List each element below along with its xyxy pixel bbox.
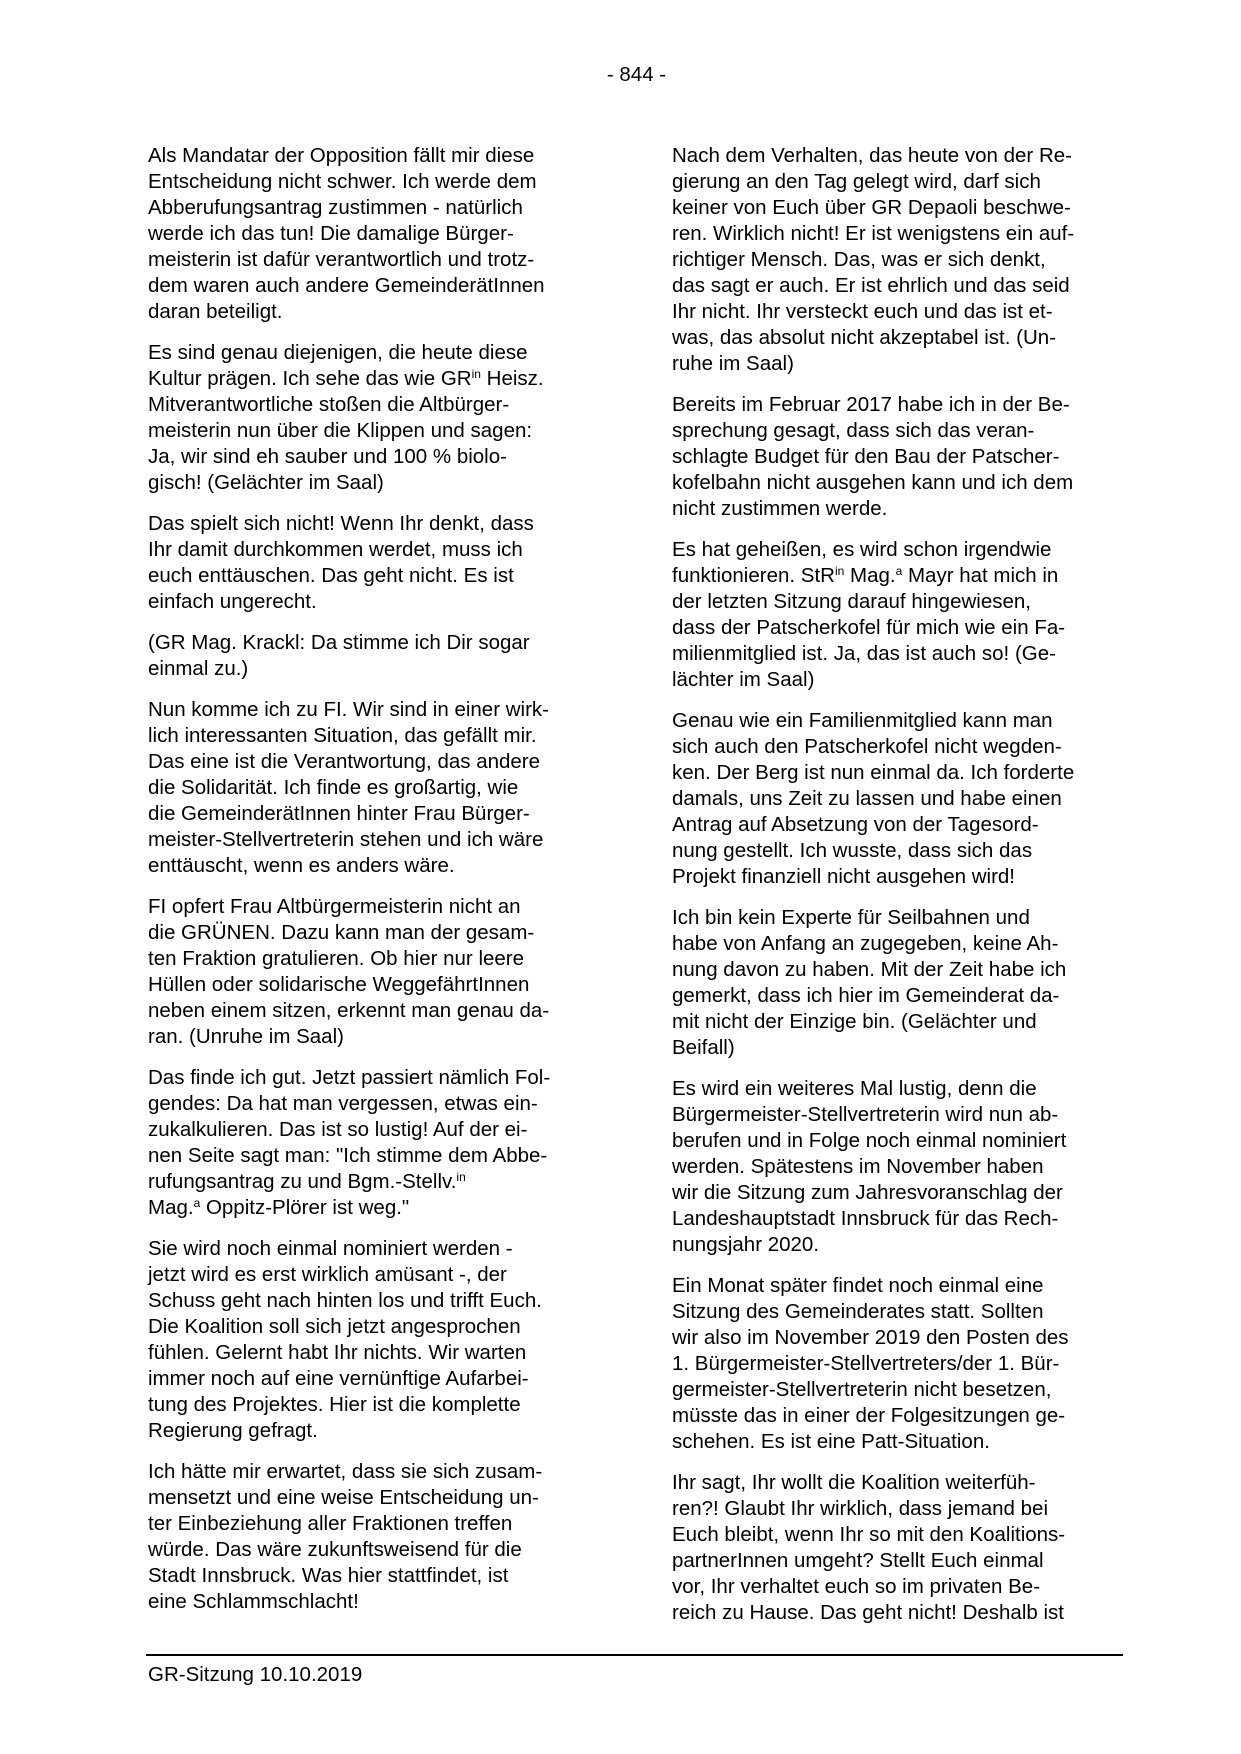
text-line: nungsjahr 2020.	[672, 1233, 820, 1256]
right-column	[672, 143, 1134, 1626]
text-line: zukalkulieren. Das ist so lustig! Auf der ei-	[148, 1118, 528, 1141]
text-line: einfach ungerecht.	[148, 590, 317, 613]
paragraph	[148, 143, 588, 325]
paragraph	[148, 511, 588, 615]
paragraph	[672, 392, 1134, 522]
text-line: kofelbahn nicht ausgehen kann und ich dem	[672, 471, 1074, 494]
text-line: ter Einbeziehung aller Fraktionen treffen	[148, 1512, 513, 1535]
text-line: meister-Stellvertreterin stehen und ich wäre	[148, 828, 544, 851]
text-line: einmal zu.)	[148, 657, 249, 680]
text-line: jetzt wird es erst wirklich amüsant -, der	[148, 1263, 507, 1286]
superscript: a	[895, 564, 903, 578]
paragraph	[672, 1470, 1134, 1626]
text-line: Nun komme ich zu FI. Wir sind in einer wirk-	[148, 698, 549, 721]
text-line: reich zu Hause. Das geht nicht! Deshalb ist	[672, 1601, 1064, 1624]
text-line: nung davon zu haben. Mit der Zeit habe ich	[672, 958, 1067, 981]
text-line: habe von Anfang an zugegeben, keine Ah-	[672, 932, 1059, 955]
text-line: schlagte Budget für den Bau der Patscher-	[672, 445, 1060, 468]
text-line: würde. Das wäre zukunftsweisend für die	[148, 1538, 522, 1561]
text-line: tung des Projektes. Hier ist die komplette	[148, 1393, 521, 1416]
text-line: der letzten Sitzung darauf hingewiesen,	[672, 590, 1031, 613]
paragraph	[148, 1459, 588, 1615]
paragraph	[148, 340, 588, 496]
text-line: lich interessanten Situation, das gefällt mir.	[148, 724, 537, 747]
paragraph	[148, 1065, 588, 1221]
paragraph	[672, 1076, 1134, 1258]
footer-rule	[146, 1654, 1123, 1656]
text-line: meisterin nun über die Klippen und sagen:	[148, 419, 533, 442]
text-line: Nach dem Verhalten, das heute von der Re-	[672, 144, 1072, 167]
text-line: Stadt Innsbruck. Was hier stattfindet, ist	[148, 1564, 509, 1587]
text-line: müsste das in einer der Folgesitzungen ge-	[672, 1404, 1066, 1427]
text-line: gemerkt, dass ich hier im Gemeinderat da-	[672, 984, 1060, 1007]
page-number: - 844 -	[606, 63, 667, 86]
text-line: die GRÜNEN. Dazu kann man der gesam-	[148, 921, 535, 944]
text-line: mensetzt und eine weise Entscheidung un-	[148, 1486, 539, 1509]
text-line: (GR Mag. Krackl: Da stimme ich Dir sogar	[148, 631, 530, 654]
text-line: lächter im Saal)	[672, 668, 815, 691]
text-line: ruhe im Saal)	[672, 352, 794, 375]
text-line: gendes: Da hat man vergessen, etwas ein-	[148, 1092, 538, 1115]
text-line: 1. Bürgermeister-Stellvertreters/der 1. Bür-	[672, 1352, 1060, 1375]
paragraph	[672, 708, 1134, 890]
text-line: Ich bin kein Experte für Seilbahnen und	[672, 906, 1030, 929]
text-line: wir also im November 2019 den Posten des	[672, 1326, 1069, 1349]
text-line: Das spielt sich nicht! Wenn Ihr denkt, dass	[148, 512, 534, 535]
text-line: sich auch den Patscherkofel nicht wegden-	[672, 735, 1062, 758]
text-line: Es sind genau diejenigen, die heute diese	[148, 341, 528, 364]
text-line: ren. Wirklich nicht! Er ist wenigstens ein auf-	[672, 222, 1075, 245]
text-line: ten Fraktion gratulieren. Ob hier nur leere	[148, 947, 525, 970]
text-line: damals, uns Zeit zu lassen und habe einen	[672, 787, 1062, 810]
text-line: wir die Sitzung zum Jahresvoranschlag der	[672, 1181, 1063, 1204]
text-line: richtiger Mensch. Das, was er sich denkt,	[672, 248, 1046, 271]
left-column	[148, 143, 588, 1626]
text-line: mit nicht der Einzige bin. (Gelächter und	[672, 1010, 1037, 1033]
superscript: in	[471, 367, 481, 381]
text-line: germeister-Stellvertreterin nicht besetzen,	[672, 1378, 1052, 1401]
text-line: Mitverantwortliche stoßen die Altbürger-	[148, 393, 510, 416]
text-line: werde ich das tun! Die damalige Bürger-	[148, 222, 514, 245]
text-line: funktionieren. StR$^{in}$ Mag.$^a$ Mayr hat mich in	[672, 564, 1059, 587]
paragraph	[672, 537, 1134, 693]
text-line: Antrag auf Absetzung von der Tagesord-	[672, 813, 1039, 836]
text-line: Abberufungsantrag zustimmen - natürlich	[148, 196, 523, 219]
text-line: eine Schlammschlacht!	[148, 1590, 359, 1613]
text-line: Regierung gefragt.	[148, 1419, 318, 1442]
text-line: Sitzung des Gemeinderates statt. Sollten	[672, 1300, 1044, 1323]
text-line: werden. Spätestens im November haben	[672, 1155, 1044, 1178]
text-line: ren?! Glaubt Ihr wirklich, dass jemand bei	[672, 1497, 1049, 1520]
text-line: sprechung gesagt, dass sich das veran-	[672, 419, 1035, 442]
text-line: Ihr damit durchkommen werdet, muss ich	[148, 538, 523, 561]
text-line: meisterin ist dafür verantwortlich und trotz-	[148, 248, 535, 271]
paragraph	[148, 697, 588, 879]
text-line: rufungsantrag zu und Bgm.-Stellv.$^{in}$	[148, 1170, 466, 1193]
text-columns	[148, 143, 1134, 1626]
text-line: Mag.$^a$ Oppitz-Plörer ist weg."	[148, 1196, 410, 1219]
text-line: partnerInnen umgeht? Stellt Euch einmal	[672, 1549, 1044, 1572]
text-line: fühlen. Gelernt habt Ihr nichts. Wir warten	[148, 1341, 527, 1364]
superscript: in	[834, 564, 845, 578]
text-line: nung gestellt. Ich wusste, dass sich das	[672, 839, 1033, 862]
text-line: gisch! (Gelächter im Saal)	[148, 471, 384, 494]
text-line: daran beteiligt.	[148, 300, 283, 323]
footer-date: GR-Sitzung 10.10.2019	[148, 1663, 363, 1686]
text-line: keiner von Euch über GR Depaoli beschwe-	[672, 196, 1071, 219]
text-line: Landeshauptstadt Innsbruck für das Rech-	[672, 1207, 1059, 1230]
paragraph	[672, 1273, 1134, 1455]
text-line: FI opfert Frau Altbürgermeisterin nicht an	[148, 895, 521, 918]
text-line: die Solidarität. Ich finde es großartig, wie	[148, 776, 519, 799]
text-line: Entscheidung nicht schwer. Ich werde dem	[148, 170, 537, 193]
text-line: Schuss geht nach hinten los und trifft Euch.	[148, 1289, 542, 1312]
text-line: immer noch auf eine vernünftige Aufarbei-	[148, 1367, 529, 1390]
superscript: a	[193, 1196, 201, 1210]
text-line: nen Seite sagt man: "Ich stimme dem Abbe-	[148, 1144, 548, 1167]
text-line: Beifall)	[672, 1036, 735, 1059]
text-line: dass der Patscherkofel für mich wie ein Fa-	[672, 616, 1066, 639]
text-line: Das eine ist die Verantwortung, das andere	[148, 750, 541, 773]
paragraph	[148, 1236, 588, 1444]
text-line: schehen. Es ist eine Patt-Situation.	[672, 1430, 990, 1453]
paragraph	[672, 143, 1134, 377]
text-line: Ich hätte mir erwartet, dass sie sich zusam-	[148, 1460, 543, 1483]
text-line: Ein Monat später findet noch einmal eine	[672, 1274, 1044, 1297]
text-line: Die Koalition soll sich jetzt angesprochen	[148, 1315, 521, 1338]
text-line: Als Mandatar der Opposition fällt mir diese	[148, 144, 535, 167]
text-line: das sagt er auch. Er ist ehrlich und das seid	[672, 274, 1070, 297]
text-line: Ja, wir sind eh sauber und 100 % biolo-	[148, 445, 507, 468]
text-line: berufen und in Folge noch einmal nominiert	[672, 1129, 1067, 1152]
text-line: Es wird ein weiteres Mal lustig, denn die	[672, 1077, 1037, 1100]
text-line: Es hat geheißen, es wird schon irgendwie	[672, 538, 1052, 561]
text-line: Euch bleibt, wenn Ihr so mit den Koalitions-	[672, 1523, 1066, 1546]
text-line: euch enttäuschen. Das geht nicht. Es ist	[148, 564, 514, 587]
text-line: Ihr nicht. Ihr versteckt euch und das ist et-	[672, 300, 1053, 323]
text-line: neben einem sitzen, erkennt man genau da-	[148, 999, 550, 1022]
text-line: ken. Der Berg ist nun einmal da. Ich forderte	[672, 761, 1075, 784]
text-line: was, das absolut nicht akzeptabel ist. (Un-	[672, 326, 1056, 349]
text-line: Bereits im Februar 2017 habe ich in der Be-	[672, 393, 1070, 416]
text-line: die GemeinderätInnen hinter Frau Bürger-	[148, 802, 530, 825]
text-line: Das finde ich gut. Jetzt passiert nämlich Fol-	[148, 1066, 551, 1089]
text-line: Ihr sagt, Ihr wollt die Koalition weiterfüh-	[672, 1471, 1036, 1494]
text-line: Projekt finanziell nicht ausgehen wird!	[672, 865, 1015, 888]
text-line: milienmitglied ist. Ja, das ist auch so! (Ge-	[672, 642, 1056, 665]
text-line: ran. (Unruhe im Saal)	[148, 1025, 344, 1048]
text-line: vor, Ihr verhaltet euch so im privaten Be-	[672, 1575, 1041, 1598]
text-line: Sie wird noch einmal nominiert werden -	[148, 1237, 513, 1260]
text-line: Genau wie ein Familienmitglied kann man	[672, 709, 1053, 732]
text-line: gierung an den Tag gelegt wird, darf sich	[672, 170, 1041, 193]
text-line: Kultur prägen. Ich sehe das wie $GR^{in}$ Heisz.	[148, 367, 544, 390]
text-line: dem waren auch andere GemeinderätInnen	[148, 274, 545, 297]
text-line: enttäuscht, wenn es anders wäre.	[148, 854, 455, 877]
text-line: Bürgermeister-Stellvertreterin wird nun ab-	[672, 1103, 1059, 1126]
paragraph	[148, 894, 588, 1050]
text-line: Hüllen oder solidarische WeggefährtInnen	[148, 973, 530, 996]
text-line: nicht zustimmen werde.	[672, 497, 888, 520]
paragraph	[148, 630, 588, 682]
superscript: in	[456, 1170, 466, 1184]
paragraph	[672, 905, 1134, 1061]
